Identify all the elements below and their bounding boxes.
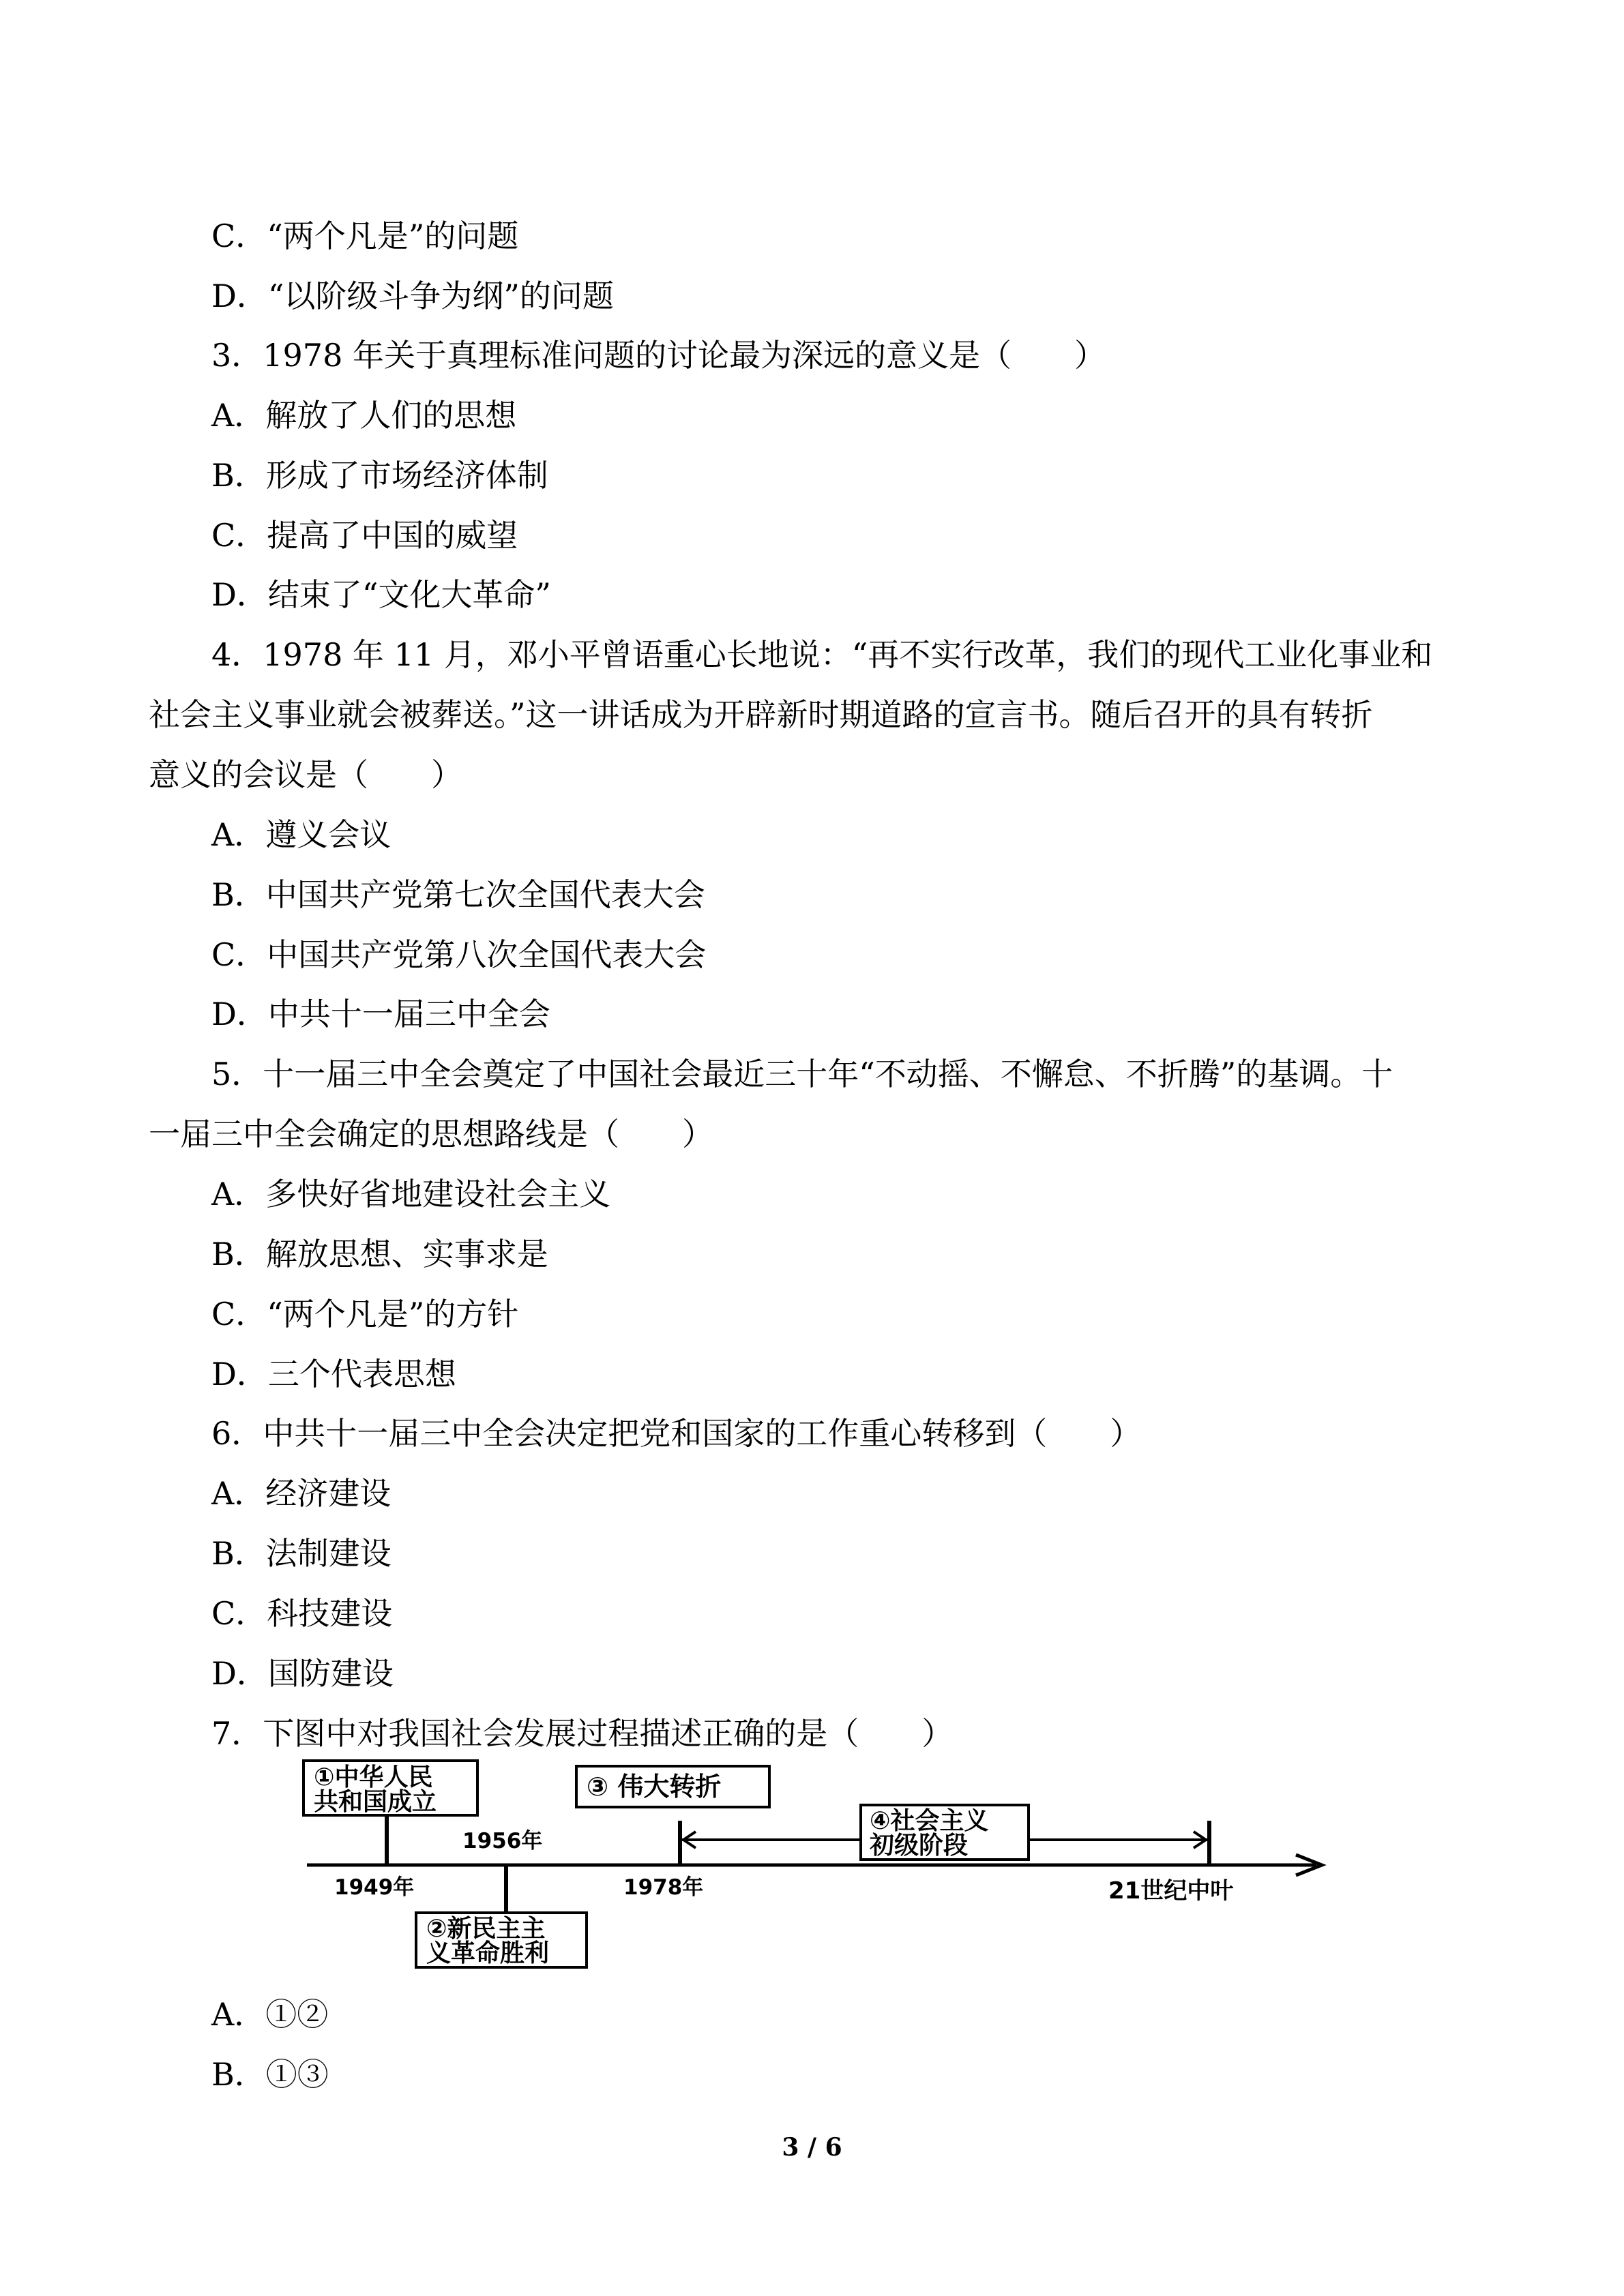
q4-option-b: B．中国共产党第七次全国代表大会	[211, 876, 705, 913]
q2-option-d: D．“以阶级斗争为纲”的问题	[211, 278, 614, 314]
page-number: 3 / 6	[782, 2133, 842, 2162]
q5-option-d: D．三个代表思想	[211, 1356, 456, 1392]
label-1978: 1978年	[623, 1875, 704, 1900]
label-21c: 21世纪中叶	[1108, 1877, 1234, 1905]
box-4-line-1: ④社会主义	[870, 1807, 989, 1835]
question-5-line-1: 5．十一届三中全会奠定了中国社会最近三十年“不动摇、不懈怠、不折腾”的基调。十	[211, 1056, 1393, 1092]
q2-option-c: C．“两个凡是”的问题	[211, 218, 519, 254]
question-7: 7．下图中对我国社会发展过程描述正确的是（ ）	[211, 1715, 954, 1752]
timeline-diagram	[293, 1753, 1344, 1978]
box-1-line-2: 共和国成立	[314, 1788, 437, 1816]
q5-option-b: B．解放思想、实事求是	[211, 1236, 548, 1272]
question-6: 6．中共十一届三中全会决定把党和国家的工作重心转移到（ ）	[211, 1415, 1142, 1452]
q4-option-c: C．中国共产党第八次全国代表大会	[211, 936, 707, 973]
question-4-line-2: 社会主义事业就会被葬送。”这一讲话成为开辟新时期道路的宣言书。随后召开的具有转折	[149, 696, 1373, 733]
q3-option-b: B．形成了市场经济体制	[211, 457, 548, 494]
q6-option-d: D．国防建设	[211, 1655, 394, 1692]
box-1-line-1: ①中华人民	[314, 1763, 433, 1791]
q6-option-b: B．法制建设	[211, 1535, 392, 1572]
q6-option-c: C．科技建设	[211, 1595, 393, 1632]
q4-option-d: D．中共十一届三中全会	[211, 996, 550, 1032]
q5-option-a: A．多快好省地建设社会主义	[211, 1176, 611, 1212]
q7-option-a: A．①②	[211, 1996, 329, 2033]
q3-option-d: D．结束了“文化大革命”	[211, 576, 551, 613]
box-4-line-2: 初级阶段	[870, 1832, 969, 1860]
question-3: 3．1978 年关于真理标准问题的讨论最为深远的意义是（ ）	[211, 337, 1106, 374]
label-1956: 1956年	[462, 1829, 543, 1853]
q7-option-b: B．①③	[211, 2056, 329, 2093]
q6-option-a: A．经济建设	[211, 1475, 392, 1512]
q5-option-c: C．“两个凡是”的方针	[211, 1296, 519, 1332]
label-1949: 1949年	[334, 1875, 415, 1900]
question-4-line-3: 意义的会议是（ ）	[149, 756, 462, 793]
box-3-label: ③ 伟大转折	[587, 1772, 722, 1802]
question-5-line-2: 一届三中全会确定的思想路线是（ ）	[149, 1116, 713, 1152]
question-4-line-1: 4．1978 年 11 月，邓小平曾语重心长地说：“再不实行改革，我们的现代工业化事业和	[211, 636, 1433, 673]
q4-option-a: A．遵义会议	[211, 816, 392, 853]
q3-option-a: A．解放了人们的思想	[211, 397, 517, 434]
box-2-line-1: ②新民主主	[426, 1915, 546, 1943]
box-2-line-2: 义革命胜利	[426, 1939, 550, 1967]
q3-option-c: C．提高了中国的威望	[211, 517, 518, 554]
